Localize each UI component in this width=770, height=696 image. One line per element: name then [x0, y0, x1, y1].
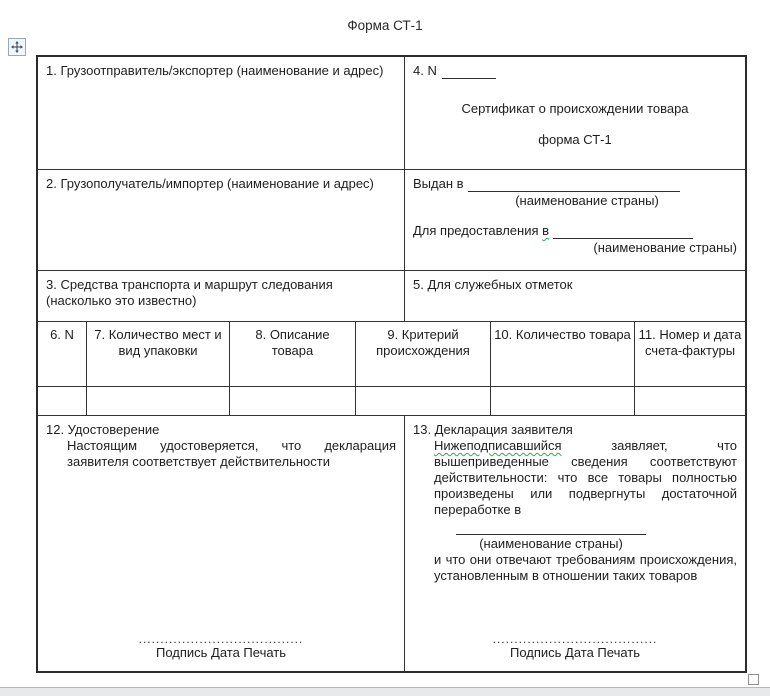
signature-caption: Подпись Дата Печать — [509, 645, 641, 660]
data-cell-description[interactable] — [229, 387, 355, 415]
origin-country-hint: (наименование страны) — [479, 536, 623, 551]
blank-issued-country[interactable] — [468, 179, 680, 192]
row-transport-remarks — [38, 270, 745, 321]
move-icon — [11, 41, 23, 53]
table-resize-handle[interactable] — [748, 674, 759, 685]
certificate-subtitle: форма СТ-1 — [538, 132, 612, 147]
cell-issued-in — [404, 170, 745, 270]
form-header-label: Форма СТ-1 — [347, 18, 423, 33]
col-header-invoice: 11. Номер и дата счета-фактуры — [634, 322, 745, 386]
cell-certificate-title — [404, 57, 745, 169]
cell-consignor — [38, 57, 404, 169]
consignee-label: 2. Грузополучатель/импортер (наименование и адрес) — [46, 176, 374, 191]
cell-consignee — [38, 170, 404, 270]
row-empty-data — [38, 386, 745, 415]
official-remarks-label: 5. Для служебных отметок — [413, 277, 573, 292]
cell-declaration — [404, 416, 745, 671]
declaration-text-2: и что они отвечают требованиям происхождения, установленным в отношении таких товаров — [434, 552, 737, 583]
signature-dots: ...................................... — [138, 632, 304, 646]
declaration-sign-block — [413, 632, 737, 665]
certification-sign-block — [46, 632, 396, 665]
blank-presented-country[interactable] — [553, 226, 693, 239]
ct1-form-table — [36, 55, 747, 673]
cell-certification — [38, 416, 404, 671]
certificate-title: Сертификат о происхождении товара — [461, 101, 689, 116]
row-consignor-certificate — [38, 57, 745, 169]
grammar-underlined-word: в — [542, 223, 550, 238]
col-header-quantity: 10. Количество товара — [490, 322, 634, 386]
row-consignee-issued — [38, 169, 745, 270]
cell-official-remarks — [404, 271, 745, 321]
consignor-label: 1. Грузоотправитель/экспортер (наименование и адрес) — [46, 63, 384, 78]
data-cell-quantity[interactable] — [490, 387, 634, 415]
data-cell-invoice[interactable] — [634, 387, 745, 415]
col-header-number: 6. N — [50, 327, 74, 342]
transport-label: 3. Средства транспорта и маршрут следования (насколько это известно) — [46, 277, 333, 308]
data-cell-packages[interactable] — [86, 387, 229, 415]
row-column-headers — [38, 321, 745, 386]
signature-caption: Подпись Дата Печать — [155, 645, 287, 660]
presented-in-label: Для предоставления в — [413, 223, 550, 238]
blank-certificate-number[interactable] — [442, 66, 496, 79]
issued-country-hint: (наименование страны) — [515, 193, 659, 208]
declaration-label: 13. Декларация заявителя — [413, 422, 573, 437]
grammar-underlined-word: Нижеподписавшийся — [434, 438, 562, 453]
cell-transport — [38, 271, 404, 321]
data-cell-origin-criterion[interactable] — [355, 387, 490, 415]
signature-dots: ...................................... — [492, 632, 658, 646]
row-certification-declaration — [38, 415, 745, 671]
col-header-origin-criterion: 9. Критерий происхождения — [355, 322, 490, 386]
certification-text: Настоящим удостоверяется, что декларация заявителя соответствует действительности — [67, 438, 396, 469]
blank-origin-country[interactable] — [456, 534, 646, 535]
window-bottom-edge — [0, 687, 770, 696]
certificate-number-label: 4. N — [413, 63, 437, 78]
certification-label: 12. Удостоверение — [46, 422, 160, 437]
presented-country-hint: (наименование страны) — [593, 240, 737, 255]
declaration-text: Нижеподписавшийся заявляет, что вышеприведенные сведения соответствуют действительности: что все товары полностью произведены или подвергнуты достаточной переработке в — [434, 438, 737, 517]
col-header-description: 8. Описание товара — [229, 322, 355, 386]
issued-in-label: Выдан в — [413, 176, 464, 191]
col-header-packages: 7. Количество мест и вид упаковки — [86, 322, 229, 386]
table-move-handle[interactable] — [8, 38, 26, 56]
data-cell-number[interactable] — [38, 387, 86, 415]
